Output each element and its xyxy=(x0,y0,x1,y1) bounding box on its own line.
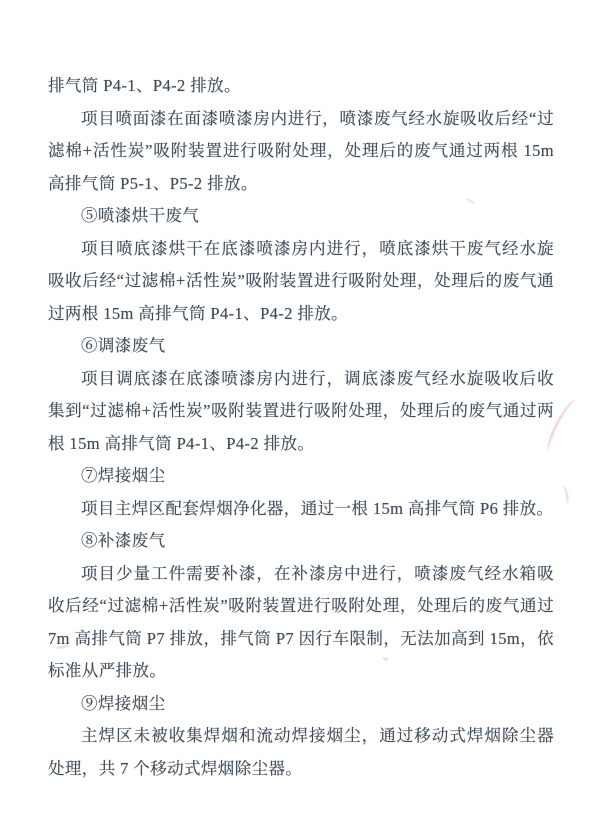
section-heading-8-touchup-paint-exhaust: ⑧补漆废气 xyxy=(81,531,166,550)
paragraph-paint-mixing-exhaust: 项目调底漆在底漆喷漆房内进行，调底漆废气经水旋吸收后收集到“过滤棉+活性炭”吸附装置进行吸附处理，处理后的废气通过两根 15m 高排气筒 P4-1、P4-2 排放。 xyxy=(48,368,554,453)
paragraph-main-welding-area: 项目主焊区配套焊烟净化器，通过一根 15m 高排气筒 P6 排放。 xyxy=(81,498,554,518)
paragraph-topcoat-spray-exhaust: 项目喷面漆在面漆喷漆房内进行，喷漆废气经水旋吸收后经“过滤棉+活性炭”吸附装置进行吸附处理，处理后的废气通过两根 15m 高排气筒 P5-1、P5-2 排放。 xyxy=(48,108,554,193)
paragraph-primer-drying-exhaust: 项目喷底漆烘干在底漆喷漆房内进行，喷底漆烘干废气经水旋吸收后经“过滤棉+活性炭”吸附装置进行吸附处理，处理后的废气通过两根 15m 高排气筒 P4-1、P4-2 排放。 xyxy=(48,238,554,323)
section-heading-7-welding-fume: ⑦焊接烟尘 xyxy=(81,466,166,485)
section-heading-9-welding-fume: ⑨焊接烟尘 xyxy=(81,693,166,713)
scan-artifact-ink-bleed-right-2 xyxy=(557,485,570,504)
paragraph-touchup-paint-exhaust: 项目少量工件需要补漆，在补漆房中进行，喷漆废气经水箱吸收后经“过滤棉+活性炭”吸附装置进行吸附处理，处理后的废气通过 7m 高排气筒 P7 排放，排气筒 P7 因行车限制，无法加高到 15m，依标准从严排放。 xyxy=(48,563,554,680)
section-heading-5-paint-drying-exhaust: ⑤喷漆烘干废气 xyxy=(81,206,200,225)
section-heading-6-paint-mixing-exhaust: ⑥调漆废气 xyxy=(81,336,166,355)
document-body xyxy=(48,70,554,785)
paragraph-continuation: 排气筒 P4-1、P4-2 排放。 xyxy=(48,76,241,95)
paragraph-mobile-fume-extractors: 主焊区未被收集焊烟和流动焊接烟尘，通过移动式焊烟除尘器处理，共 7 个移动式焊烟除尘器。 xyxy=(48,726,554,778)
